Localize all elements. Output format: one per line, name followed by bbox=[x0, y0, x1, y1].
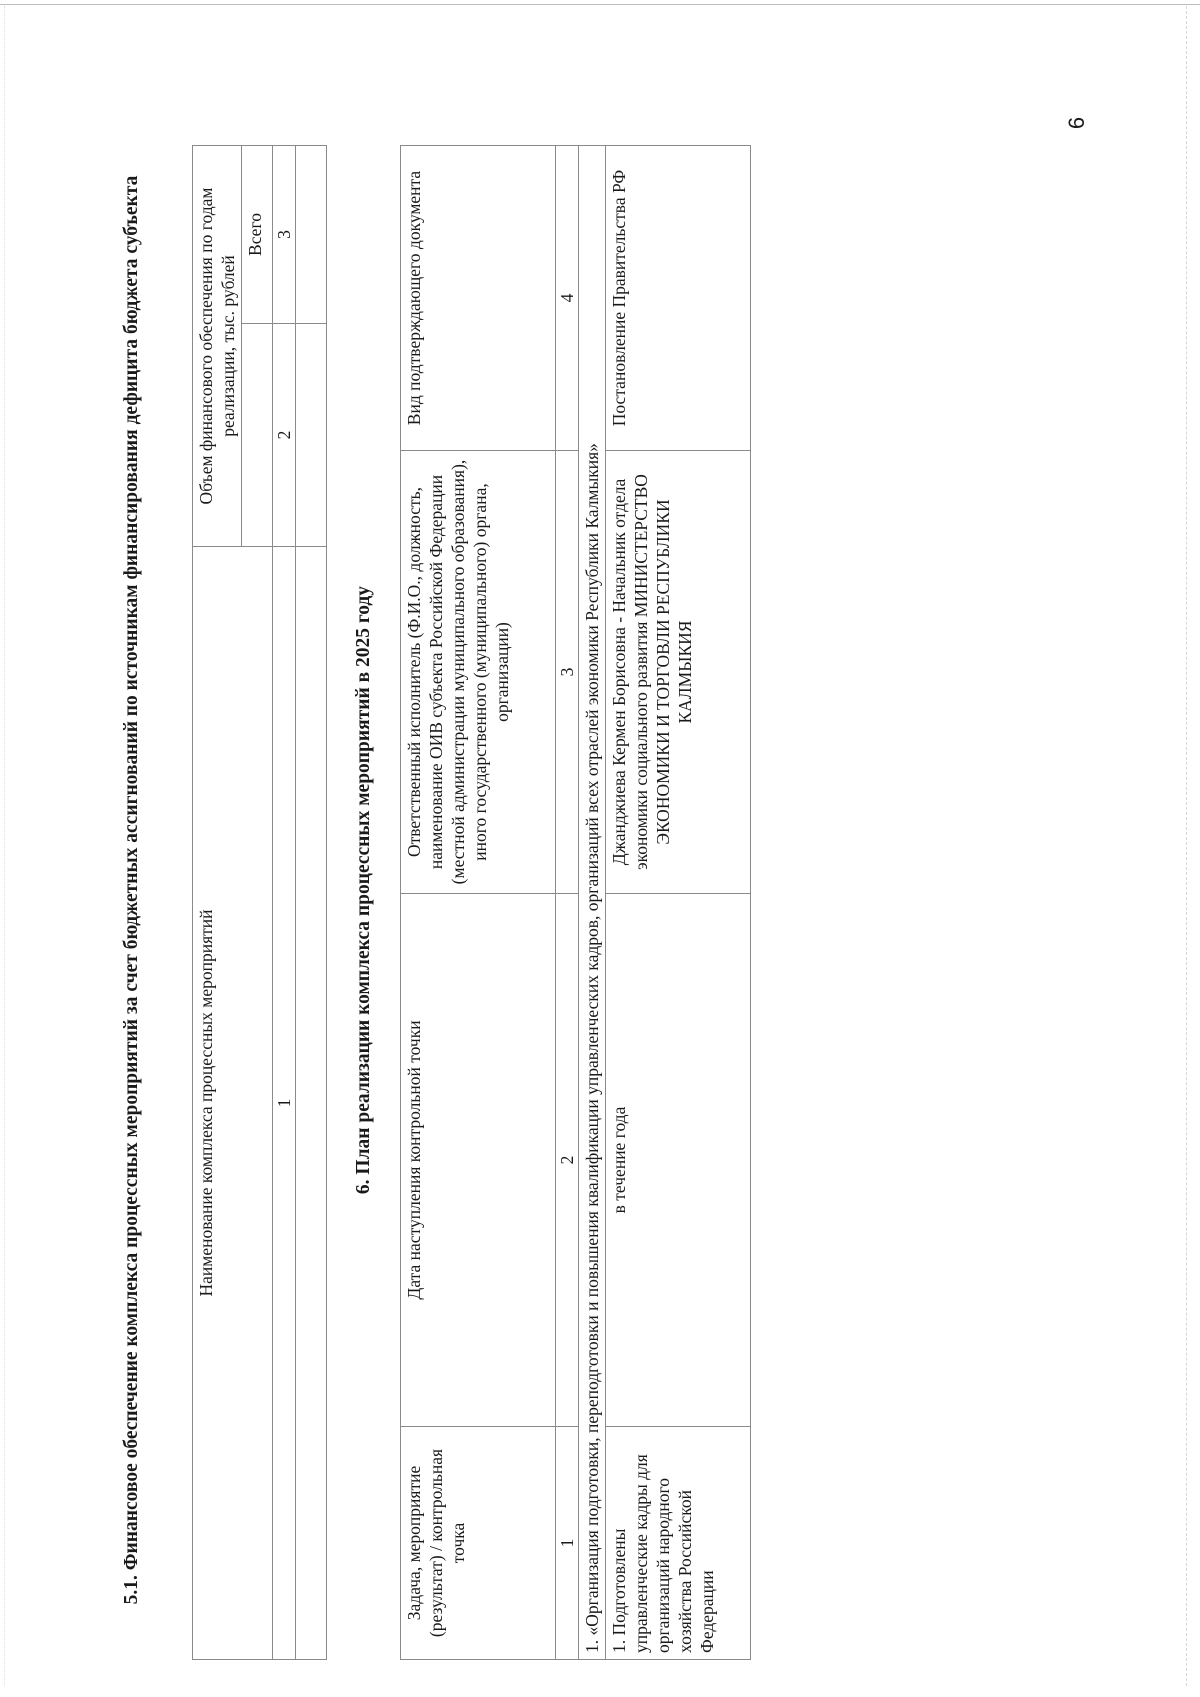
header-task: Задача, мероприятие (результат) / контрольная точка bbox=[401, 1427, 556, 1660]
col-num: 3 bbox=[556, 451, 579, 894]
header-volume: Объем финансового обеспечения по годам реализации, тыс. рублей bbox=[193, 146, 242, 547]
col-num: 2 bbox=[273, 324, 296, 547]
header-name: Наименование комплекса процессных мероприятий bbox=[193, 547, 273, 1660]
header-date: Дата наступления контрольной точки bbox=[401, 894, 556, 1427]
section-5-1-title: 5.1. Финансовое обеспечение комплекса процессных мероприятий за счет бюджетных ассигнований по источникам финансирования дефицита бюджета субъекта bbox=[121, 175, 142, 1605]
col-num: 2 bbox=[556, 894, 579, 1427]
header-executor: Ответственный исполнитель (Ф.И.О., должность, наименование ОИВ субъекта Российской Федерации (местной администрации муниципального образования), иного государственного (муниципального) органа, организации) bbox=[401, 451, 556, 894]
plan-table bbox=[400, 145, 751, 1660]
result-cell: 1. Подготовлены управленческие кадры для организаций народного хозяйства Российской Федерации bbox=[606, 1427, 751, 1660]
date-cell: в течение года bbox=[606, 894, 751, 1427]
col-num: 1 bbox=[556, 1427, 579, 1660]
col-num: 1 bbox=[273, 547, 296, 1660]
header-total: Всего bbox=[242, 146, 273, 324]
col-num: 3 bbox=[273, 146, 296, 324]
header-document: Вид подтверждающего документа bbox=[401, 146, 556, 451]
section-6-title: 6. План реализации комплекса процессных мероприятий в 2025 году bbox=[353, 585, 374, 1195]
financing-table bbox=[192, 145, 327, 1660]
page-number: 6 bbox=[1064, 116, 1089, 130]
executor-cell: Джанджиева Кермен Борисовна - Начальник отдела экономики социального развития МИНИСТЕРСТВО ЭКОНОМИКИ И ТОРГОВЛИ РЕСПУБЛИКИ КАЛМЫКИЯ bbox=[606, 451, 751, 894]
empty-cell bbox=[296, 146, 327, 324]
empty-cell bbox=[296, 324, 327, 547]
col-num: 4 bbox=[556, 146, 579, 451]
header-year bbox=[242, 324, 273, 547]
table-row bbox=[606, 146, 751, 1660]
scan-edge-right bbox=[1186, 6, 1188, 1686]
empty-cell bbox=[296, 547, 327, 1660]
document-cell: Постановление Правительства РФ bbox=[606, 146, 751, 451]
task-row: 1. «Организация подготовки, переподготовки и повышения квалификации управленческих кадров, организаций всех отраслей экономики Республики Калмыкия» bbox=[579, 146, 606, 1660]
rotated-document bbox=[120, 60, 1080, 1680]
scan-edge-top bbox=[0, 4, 1200, 5]
scan-edge-left bbox=[4, 6, 6, 1686]
